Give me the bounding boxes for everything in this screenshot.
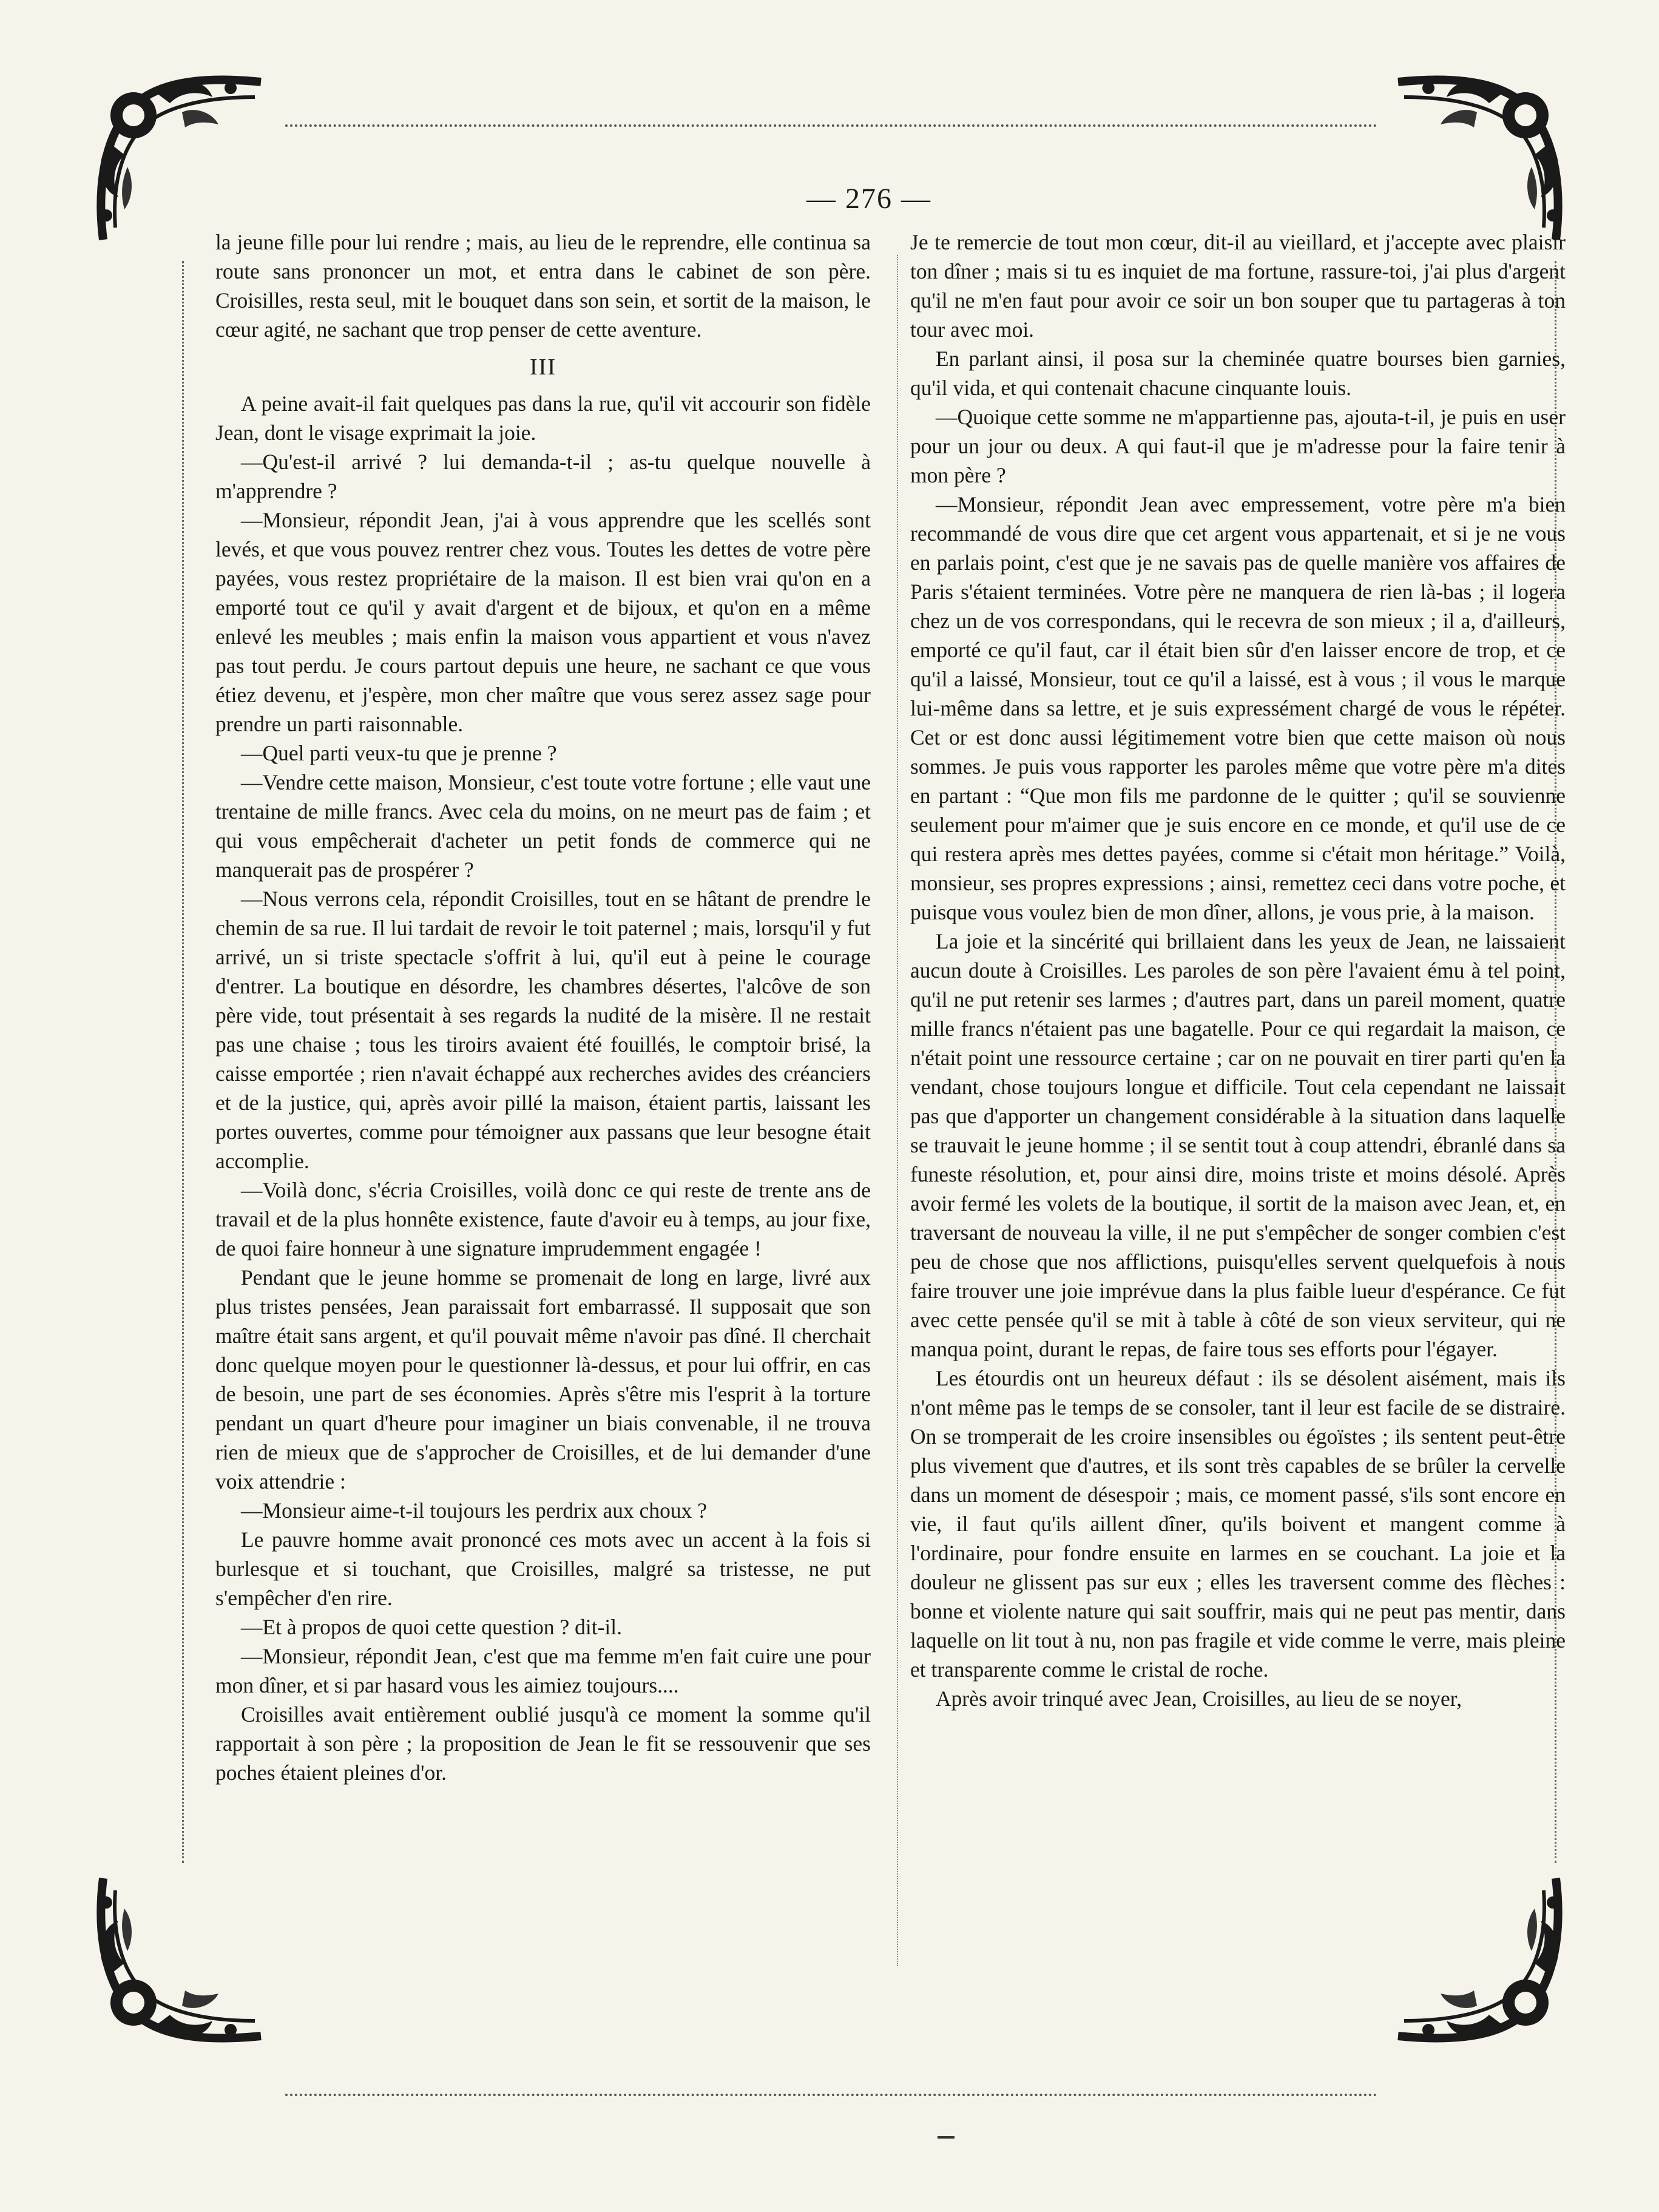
paragraph: —Nous verrons cela, répondit Croisilles, tout en se hâtant de prendre le chemin de sa rue. Il lui tardait de revoir le toit paternel ; mais, lorsqu'il y fut arrivé, un si triste spectacle s'offrit à lui, qu'il eut à peine le courage d'entrer. La boutique en désordre, les chambres désertes, l'alcôve de son père vide, tout présentait à ses regards la nudité de la misère. Il ne restait pas une chaise ; tous les tiroirs avaient été fouillés, le comptoir brisé, la caisse emportée ; rien n'avait échappé aux recherches avides des créanciers et de la justice, qui, après avoir pillé la maison, étaient partis, laissant les portes ouvertes, comme pour témoigner aux passans que leur besogne était accomplie. <box>215 887 871 1173</box>
corner-ornament-top-left <box>91 70 273 252</box>
paragraph: Je te remercie de tout mon cœur, dit-il au vieillard, et j'accepte avec plaisir ton dîner ; mais si tu es inquiet de ma fortune, rassure-toi, j'ai plus d'argent qu'il ne m'en faut pour avoir ce soir un bon souper que tu partageras à ton tour avec moi. <box>910 230 1566 342</box>
page-number: — 276 — <box>806 183 931 215</box>
footer-dash <box>938 2136 955 2139</box>
corner-ornament-bottom-right <box>1386 1866 1568 2048</box>
paragraph: —Monsieur, répondit Jean, j'ai à vous apprendre que les scellés sont levés, et que vous pouvez rentrer chez vous. Toutes les dettes de votre père payées, vous restez propriétaire de la maison. Il est bien vrai qu'on en a emporté tout ce qu'il y avait d'argent et de bijoux, et qu'on en a même enlevé les meubles ; mais enfin la maison vous appartient et vous n'avez pas tout perdu. Je cours partout depuis une heure, ne sachant ce que vous étiez devenu, et j'espère, mon cher maître que vous serez assez sage pour prendre un parti raisonnable. <box>215 508 871 736</box>
left-column <box>215 228 871 1787</box>
baroque-scroll-corner-icon <box>1386 70 1568 252</box>
paragraph: —Vendre cette maison, Monsieur, c'est toute votre fortune ; elle vaut une trentaine de mille francs. Avec cela du moins, on ne meurt pas de faim ; et qui vous empêcherait d'acheter un petit fonds de commerce qui ne manquerait pas de prospérer ? <box>215 770 871 882</box>
paragraph: —Voilà donc, s'écria Croisilles, voilà donc ce qui reste de trente ans de travail et de la plus honnête existence, faute d'avoir eu à temps, au jour fixe, de quoi faire honneur à une signature imprudemment engagée ! <box>215 1178 871 1260</box>
baroque-scroll-corner-icon <box>91 70 273 252</box>
paragraph: Après avoir trinqué avec Jean, Croisilles, au lieu de se noyer, <box>936 1686 1462 1711</box>
paragraph: En parlant ainsi, il posa sur la cheminée quatre bourses bien garnies, qu'il vida, et qui contenait chacune cinquante louis. <box>910 347 1566 400</box>
paragraph: La joie et la sincérité qui brillaient dans les yeux de Jean, ne laissaient aucun doute à Croisilles. Les paroles de son père l'avaient ému à tel point, qu'il ne put retenir ses larmes ; d'autres part, dans un pareil moment, quatre mille francs n'étaient pas une bagatelle. Pour ce qui regardait la maison, ce n'était point une ressource certaine ; car on ne pouvait en tirer parti qu'en la vendant, chose toujours longue et difficile. Tout cela cependant ne laissait pas que d'apporter un changement considérable à la situation dans laquelle se trauvait le jeune homme ; il se sentit tout à coup attendri, ébranlé dans sa funeste résolution, et, pour ainsi dire, moins triste et moins désolé. Après avoir fermé les volets de la boutique, il sortit de la maison avec Jean, et, en traversant de nouveau la ville, il ne put s'empêcher de songer combien c'est peu de chose que nos afflictions, puisqu'elles servent quelquefois à nous faire trouver une joie imprévue dans la plus faible lueur d'espérance. Ce fut avec cette pensée qu'il se mit à table à côté de son vieux serviteur, qui ne manqua point, durant le repas, de faire tous ses efforts pour l'égayer. <box>910 929 1566 1361</box>
paragraph: Le pauvre homme avait prononcé ces mots avec un accent à la fois si burlesque et si touchant, que Croisilles, malgré sa tristesse, ne put s'empêcher d'en rire. <box>215 1527 871 1610</box>
paragraph: —Quoique cette somme ne m'appartienne pas, ajouta-t-il, je puis en user pour un jour ou deux. A qui faut-il que je m'adresse pour la faire tenir à mon père ? <box>910 405 1566 487</box>
paragraph: Les étourdis ont un heureux défaut : ils se désolent aisément, mais ils n'ont même pas le temps de se consoler, tant il leur est facile de se distraire. On se tromperait de les croire insensibles ou égoïstes ; ils sentent peut-être plus vivement que d'autres, et ils sont très capables de se brûler la cervelle dans un moment de désespoir ; mais, ce moment passé, s'ils sont encore en vie, il faut qu'ils aillent dîner, qu'ils boivent et mangent comme à l'ordinaire, pour fondre ensuite en larmes en se couchant. La joie et la douleur ne glissent pas sur eux ; elles les traversent comme des flèches : bonne et violente nature qui sait souffrir, mais qui ne peut pas mentir, dans laquelle on lit tout à nu, non pas fragile et vide comme le verre, mais pleine et transparente comme le cristal de roche. <box>910 1366 1566 1682</box>
paragraph: —Monsieur, répondit Jean, c'est que ma femme m'en fait cuire une pour mon dîner, et si par hasard vous les aimiez toujours.... <box>215 1644 871 1697</box>
section-heading: III <box>530 354 556 380</box>
corner-ornament-top-right <box>1386 70 1568 252</box>
paragraph: Croisilles avait entièrement oublié jusqu'à ce moment la somme qu'il rapportait à son père ; la proposition de Jean le fit se ressouvenir que ses poches étaient pleines d'or. <box>215 1702 871 1785</box>
border-rule-bottom <box>285 2094 1377 2096</box>
border-rule-top <box>285 124 1377 127</box>
baroque-scroll-corner-icon <box>91 1866 273 2048</box>
paragraph: Pendant que le jeune homme se promenait de long en large, livré aux plus tristes pensées, Jean paraissait fort embarrassé. Il supposait que son maître était sans argent, et qu'il pouvait même n'avoir pas dîné. Il cherchait donc quelque moyen pour le questionner là-dessus, et pour lui offrir, en cas de besoin, une part de ses économies. Après s'être mis l'esprit à la torture pendant un quart d'heure pour imaginer un biais convenable, il ne trouva rien de mieux que de s'approcher de Croisilles, et de lui demander d'une voix attendrie : <box>215 1265 871 1493</box>
right-column <box>910 228 1566 1713</box>
paragraph: —Monsieur, répondit Jean avec empressement, votre père m'a bien recommandé de vous dire que cet argent vous appartenait, et si je ne vous en parlais point, c'est que je ne savais pas de quelle manière vos affaires de Paris s'étaient terminées. Votre père ne manquera de rien là-bas ; il logera chez un de vos correspondans, qui le recevra de son mieux ; il a, d'ailleurs, emporté ce qu'il faut, car il était bien sûr d'en laisser encore de trop, et ce qu'il a laissé, Monsieur, tout ce qu'il a laissé, est à vous ; il vous le marque lui-même dans sa lettre, et je suis expressément chargé de vous le répéter. Cet or est donc aussi légitimement votre bien que cette maison où nous sommes. Je puis vous rapporter les paroles même que votre père m'a dites en partant : “Que mon fils me pardonne de le quitter ; qu'il se souvienne seulement pour m'aimer que je suis encore en ce monde, et qu'il use de ce qui restera après mes dettes payées, comme si c'était mon héritage.” Voilà, monsieur, ses propres expressions ; ainsi, remettez ceci dans votre poche, et puisque vous voulez bien de mon dîner, allons, je vous prie, à la maison. <box>910 492 1566 924</box>
paragraph: —Qu'est-il arrivé ? lui demanda-t-il ; as-tu quelque nouvelle à m'apprendre ? <box>215 450 871 503</box>
paragraph: A peine avait-il fait quelques pas dans la rue, qu'il vit accourir son fidèle Jean, dont le visage exprimait la joie. <box>215 391 871 445</box>
paragraph: —Quel parti veux-tu que je prenne ? <box>241 741 557 765</box>
baroque-scroll-corner-icon <box>1386 1866 1568 2048</box>
paragraph: —Et à propos de quoi cette question ? dit-il. <box>241 1615 623 1639</box>
paragraph: la jeune fille pour lui rendre ; mais, au lieu de le reprendre, elle continua sa route sans prononcer un mot, et entra dans le cabinet de son père. Croisilles, resta seul, mit le bouquet dans son sein, et sortit de la maison, le cœur agité, ne sachant que trop penser de cette aventure. <box>215 230 871 342</box>
paragraph: —Monsieur aime-t-il toujours les perdrix aux choux ? <box>241 1498 707 1523</box>
column-separator <box>897 255 898 1966</box>
corner-ornament-bottom-left <box>91 1866 273 2048</box>
border-rule-left <box>182 261 184 1863</box>
